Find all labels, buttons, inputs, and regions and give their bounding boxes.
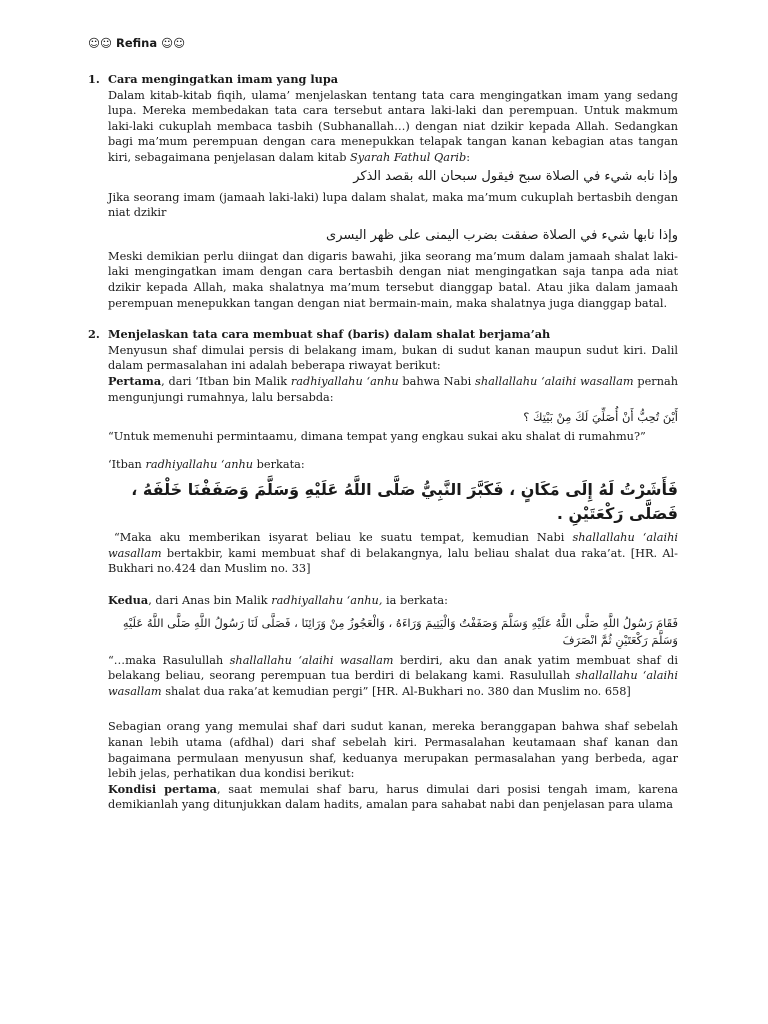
- label-kondisi: Kondisi pertama: [108, 781, 217, 796]
- paragraph: [108, 457, 678, 473]
- section-2: [88, 327, 678, 577]
- punctuation: :: [466, 150, 471, 164]
- section-number: 1.: [88, 72, 100, 86]
- honorific: shallallahu ‘alaihi wasallam: [108, 669, 678, 698]
- arabic-text: فَأَشَرْتُ لَهُ إِلَى مَكَانٍ ، فَكَبَّرَ النَّبِيُّ صَلَّى اللَّهُ عَلَيْهِ وَسَلَّمَ وَصَفَفْنَا خَلْفَهُ ، فَصَلَّى رَكْعَتَيْنِ .: [131, 480, 678, 524]
- text-run: pernah mengunjungi rumahnya, lalu bersabda:: [108, 374, 678, 404]
- text-run: ‘Itban: [108, 457, 146, 471]
- document-header: ☺☺ Refina ☺☺: [88, 36, 186, 50]
- paragraph: Meski demikian perlu diingat dan digaris bawahi, jika seorang ma’mum dalam jamaah shalat laki-laki mengingatkan imam dengan cara bertasbih dengan niat mengingatkan saja tanpa ada niat dzikir kepada Allah, maka shalatnya ma’mum tersebut dianggap batal. Atau jika dalam jamaah perempuan menepukkan tangan dengan niat bermain-main, maka shalatnya juga dianggap batal.: [108, 249, 678, 310]
- honorific: shallallahu ‘alaihi wasallam: [229, 653, 394, 667]
- paragraph: Menyusun shaf dimulai persis di belakang imam, bukan di sudut kanan maupun sudut kiri. Dalil dalam permasalahan ini adalah beberapa riwayat berikut:: [108, 343, 678, 373]
- section-number: 2.: [88, 327, 100, 342]
- text-run: shalat dua raka’at kemudian pergi” [HR. Al-Bukhari no. 380 dan Muslim no. 658]: [161, 684, 631, 698]
- paragraph-text: Dalam kitab-kitab fiqih, ulama’ menjelaskan tentang tata cara mengingatkan imam yang sedang lupa. Mereka membedakan tata cara tersebut antara laki-laki dan perempuan. Untuk makmum laki-laki cukuplah membaca tasbih (Subhanallah…) dengan niat dzikir kepada Allah. Sedangkan bagi ma’mum perempuan dengan cara menepukkan telapak tangan kanan kebagian atas tangan kiri, sebagaimana penjelasan dalam kitab: [108, 88, 678, 164]
- text-run: “…maka Rasulullah: [108, 653, 230, 667]
- arabic-text: وإذا نابه شيء في الصلاة سبح فيقول سبحان الله بقصد الذكر: [353, 168, 678, 184]
- section-body: [108, 72, 678, 311]
- arabic-text: فَقَامَ رَسُولُ اللَّهِ صَلَّى اللَّهُ عَلَيْهِ وَسَلَّمَ وَصَفَفْتُ وَالْيَتِيمَ وَرَاءَهُ ، وَالْعَجُوزُ مِنْ وَرَائِنَا ، فَصَلَّى لَنَا رَسُولُ اللَّهِ صَلَّى اللَّهُ عَلَيْهِ وَسَلَّمَ رَكْعَتَيْنِ ثُمَّ انْصَرَفَ: [122, 615, 678, 647]
- paragraph: Sebagian orang yang memulai shaf dari sudut kanan, mereka beranggapan bahwa shaf sebelah kanan lebih utama (afdhal) dari shaf sebelah kiri. Permasalahan keutamaan shaf kanan dan bagaimana permulaan menyusun shaf, keduanya merupakan permasalahan yang berbeda, agar lebih jelas, perhatikan dua kondisi berikut:: [108, 720, 678, 781]
- text-run: , saat memulai shaf baru, harus dimulai dari posisi tengah imam, karena demikianlah yang ditunjukkan dalam hadits, amalan para sahabat nabi dan penjelasan para ulama: [108, 782, 678, 812]
- quote: [108, 653, 678, 700]
- paragraph: [108, 593, 678, 609]
- text-run: “Maka aku memberikan isyarat beliau ke suatu tempat, kemudian Nabi: [114, 531, 573, 545]
- text-run: berdiri, aku dan anak yatim membuat shaf di belakang beliau, seorang perempuan tua berdiri di belakang kami. Rasulullah: [108, 653, 678, 683]
- paragraph: [108, 374, 678, 405]
- section-2-continued: [108, 593, 678, 813]
- quote: “Untuk memenuhi permintaamu, dimana tempat yang engkau sukai aku shalat di rumahmu?”: [108, 430, 646, 444]
- honorific: shallallahu ‘alaihi wasallam: [108, 531, 678, 560]
- honorific: radhiyallahu ‘anhu,: [271, 594, 383, 608]
- section-title: Cara mengingatkan imam yang lupa: [108, 72, 339, 86]
- section-body: [108, 327, 678, 577]
- honorific: radhiyallahu ‘anhu: [290, 374, 399, 388]
- section-title: Menjelaskan tata cara membuat shaf (baris) dalam shalat berjama’ah: [108, 327, 551, 342]
- section-1: [88, 72, 678, 311]
- book-title: Syarah Fathul Qarib: [350, 150, 467, 164]
- text-run: bertakbir, kami membuat shaf di belakangnya, lalu beliau shalat dua raka’at. [HR. Al-Bukhari no.424 dan Muslim no. 33]: [108, 546, 678, 576]
- text-run: ia berkata:: [382, 594, 448, 608]
- text-run: berkata:: [253, 457, 305, 471]
- text-run: bahwa Nabi: [398, 374, 476, 388]
- quote: [108, 530, 678, 577]
- label-pertama: Pertama: [108, 373, 162, 388]
- arabic-text: وإذا نابها شيء في الصلاة صفقت بضرب اليمنى على ظهر اليسرى: [326, 227, 678, 243]
- paragraph: [108, 88, 678, 166]
- arabic-text: أَيْنَ تُحِبُّ أَنْ أُصَلِّيَ لَكَ مِنْ بَيْتِكَ ؟: [523, 410, 678, 425]
- honorific: radhiyallahu ‘anhu: [145, 457, 254, 471]
- label-kedua: Kedua: [108, 593, 149, 608]
- text-run: , dari Anas bin Malik: [148, 594, 272, 608]
- text-run: , dari ‘Itban bin Malik: [161, 374, 291, 388]
- paragraph: Jika seorang imam (jamaah laki-laki) lupa dalam shalat, maka ma’mum cukuplah bertasbih dengan niat dzikir: [108, 190, 678, 220]
- honorific: shallallahu ‘alaihi wasallam: [475, 374, 634, 388]
- paragraph: [108, 782, 678, 813]
- document-content: [88, 72, 678, 813]
